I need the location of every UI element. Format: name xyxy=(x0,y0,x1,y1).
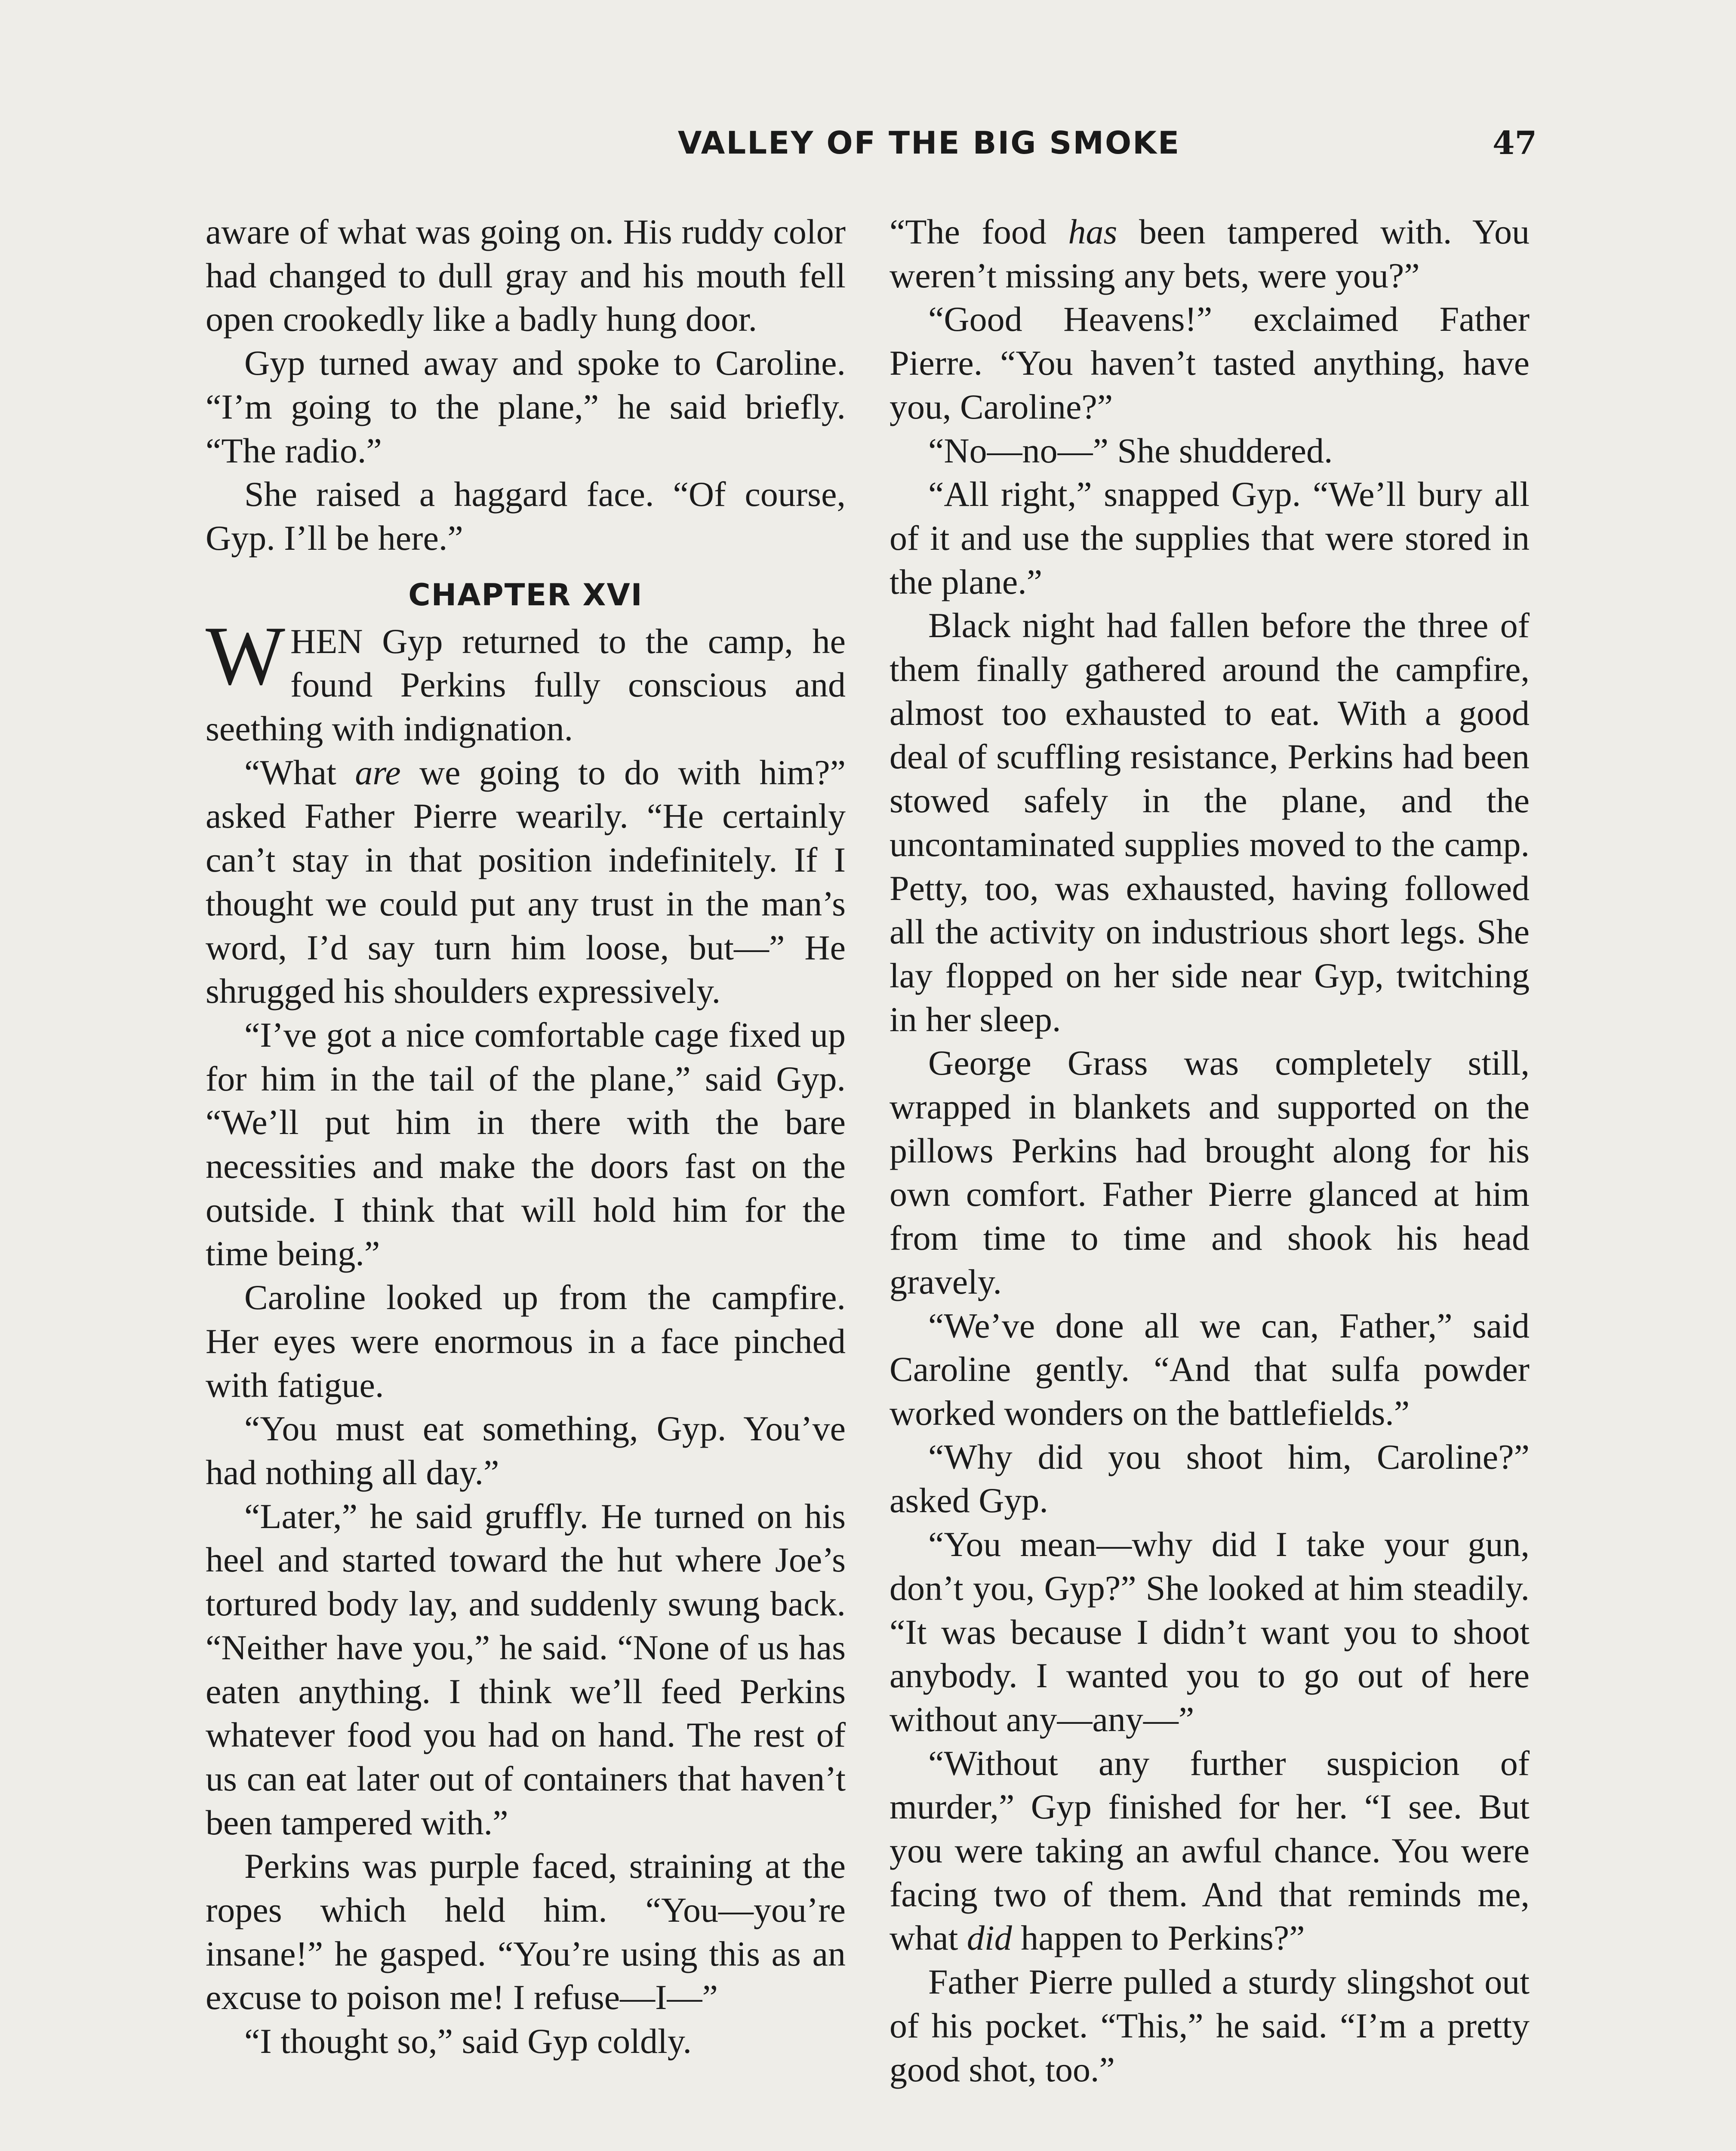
text-run: “Without any further suspicion of murder,” Gyp finished for her. “I see. But you were taking an awful chance. You were facing two of them. And that reminds me, what xyxy=(890,1743,1530,1958)
page-number: 47 xyxy=(1493,125,1537,162)
paragraph: “Good Heavens!” exclaimed Father Pierre. “You haven’t tasted anything, have you, Caroline?” xyxy=(890,299,1530,426)
text-run: “What xyxy=(244,752,355,792)
text-run: been tampered with. You weren’t missing any bets, were you?” xyxy=(890,212,1530,295)
paragraph xyxy=(206,751,846,1013)
chapter-heading: CHAPTER XVI xyxy=(408,577,643,613)
paragraph: “I thought so,” said Gyp coldly. xyxy=(244,2022,692,2061)
paragraph: She raised a haggard face. “Of course, Gyp. I’ll be here.” xyxy=(206,475,846,558)
running-head-title: VALLEY OF THE BIG SMOKE xyxy=(677,125,1181,161)
drop-cap: W xyxy=(206,609,285,703)
right-text-column xyxy=(890,210,1530,2091)
paragraph: Perkins was purple faced, straining at the ropes which held him. “You—you’re insane!” he gasped. “You’re using this as an excuse to poison me! I refuse—I—” xyxy=(206,1846,846,2017)
paragraph: Gyp turned away and spoke to Caroline. “I’m going to the plane,” he said briefly. “The radio.” xyxy=(206,343,846,470)
text-run: “The food xyxy=(890,212,1068,251)
paragraph: “I’ve got a nice comfortable cage fixed up for him in the tail of the plane,” said Gyp. “We’ll put him in there with the bare necessities and make the doors fast on the outside. I think that will hold him for the time being.” xyxy=(206,1015,846,1273)
text-run: happen to Perkins?” xyxy=(1012,1918,1305,1958)
paragraph: “We’ve done all we can, Father,” said Caroline gently. “And that sulfa powder worked wonders on the battlefields.” xyxy=(890,1306,1530,1433)
paragraph: “All right,” snapped Gyp. “We’ll bury all of it and use the supplies that were stored in the plane.” xyxy=(890,475,1530,601)
paragraph: “Later,” he said gruffly. He turned on his heel and started toward the hut where Joe’s tortured body lay, and suddenly swung back. “Neither have you,” he said. “None of us has eaten anything. I think we’ll feed Perkins whatever food you had on hand. The rest of us can eat later out of containers that haven’t been tampered with.” xyxy=(206,1496,846,1842)
paragraph: George Grass was completely still, wrapped in blankets and supported on the pillows Perkins had brought along for his own comfort. Father Pierre glanced at him from time to time and shook his head gravely. xyxy=(890,1043,1530,1301)
paragraph: “You mean—why did I take your gun, don’t you, Gyp?” She looked at him steadily. “It was because I didn’t want you to shoot anybody. I wanted you to go out of here without any—any—” xyxy=(890,1525,1530,1739)
paragraph: Black night had fallen before the three of them finally gathered around the campfire, almost too exhausted to eat. With a good deal of scuffling resistance, Perkins had been stowed safely in the plane, and the uncontaminated supplies moved to the camp. Petty, too, was exhausted, having followed all the activity on industrious short legs. She lay flopped on her side near Gyp, twitching in her sleep. xyxy=(890,606,1530,1039)
text-run: we going to do with him?” asked Father Pierre wearily. “He certainly can’t stay in that position indefinitely. If I thought we could put any trust in the man’s word, I’d say turn him loose, but—” He shrugged his shoulders expressively. xyxy=(206,752,846,1011)
paragraph xyxy=(890,210,1530,297)
paragraph-text: HEN Gyp returned to the camp, he found Perkins fully conscious and seething with indignation. xyxy=(206,621,846,749)
paragraph: “You must eat something, Gyp. You’ve had nothing all day.” xyxy=(206,1409,846,1492)
paragraph: “No—no—” She shuddered. xyxy=(928,431,1333,470)
italic-text: has xyxy=(1068,212,1117,251)
paragraph: Father Pierre pulled a sturdy slingshot out of his pocket. “This,” he said. “I’m a pretty good shot, too.” xyxy=(890,1962,1530,2089)
chapter-opening-paragraph xyxy=(206,609,846,751)
paragraph: aware of what was going on. His ruddy color had changed to dull gray and his mouth fell open crookedly like a badly hung door. xyxy=(206,212,846,339)
italic-text: did xyxy=(966,1918,1012,1958)
paragraph: Caroline looked up from the campfire. Her eyes were enormous in a face pinched with fatigue. xyxy=(206,1278,846,1405)
left-text-column xyxy=(206,210,846,2063)
paragraph: “Why did you shoot him, Caroline?” asked Gyp. xyxy=(890,1437,1530,1520)
paragraph xyxy=(890,1741,1530,1960)
italic-text: are xyxy=(355,752,401,792)
